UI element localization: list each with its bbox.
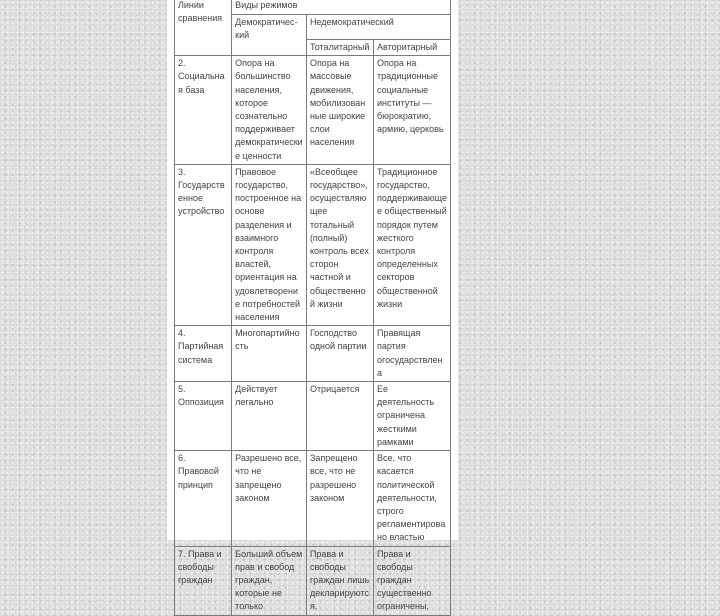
row-label-text: 6. Правовой принцип (178, 453, 219, 490)
table-row (175, 326, 451, 382)
democratic-text: Опора на большинство населения, которое сознательно поддерживает демократические ценности (235, 58, 303, 161)
authoritarian-text: Права и свободы граждан существенно ограничены, (377, 548, 432, 612)
democratic-text: Разрешено все, что не запрещено законом (235, 453, 302, 503)
table-row (175, 451, 451, 546)
header-totalitarian-text: Тоталитарный (309, 42, 370, 52)
authoritarian-cell (374, 56, 451, 165)
document-page (167, 0, 458, 612)
header-cell-democratic (232, 15, 307, 56)
authoritarian-cell (374, 164, 451, 325)
header-cell-regimes (232, 0, 451, 15)
totalitarian-text: Опора на массовые движения, мобилизованные широкие слои населения (309, 58, 366, 148)
democratic-text: Действует легально (235, 384, 278, 408)
democratic-cell (232, 382, 307, 451)
democratic-text: Правовое государство, построенное на основе разделения и взаимного контроля властей, ориентация на удовлетворение потребностей населения (235, 166, 302, 323)
row-label-text: 2. Социальная база (178, 58, 225, 95)
totalitarian-cell (306, 451, 373, 546)
totalitarian-cell (306, 164, 373, 325)
authoritarian-text: Традиционное государство, поддерживающее общественный порядок путем жесткого контроля определенных секторов общественной жизни (377, 166, 447, 309)
header-lines-text: Линии сравнения (178, 0, 223, 24)
authoritarian-cell (374, 451, 451, 546)
row-label-text: 7. Права и свободы граждан (178, 548, 222, 585)
totalitarian-cell (306, 56, 373, 165)
democratic-cell (232, 451, 307, 546)
democratic-cell (232, 164, 307, 325)
totalitarian-cell (306, 382, 373, 451)
header-row (175, 0, 451, 15)
totalitarian-text: Запрещено все, что не разрешено законом (309, 453, 358, 503)
totalitarian-text: «Всеобщее государство», осуществляющее тотальный (полный) контроль всех сторон частной и общественной жизни (309, 166, 369, 309)
totalitarian-text: Отрицается (309, 384, 360, 395)
row-label-cell (175, 451, 232, 546)
header-cell-authoritarian (374, 40, 451, 56)
authoritarian-text: Все, что касается политической деятельности, строго регламентировано властью (377, 453, 446, 543)
democratic-cell (232, 56, 307, 165)
header-regimes-text: Виды режимов (235, 0, 298, 10)
header-cell-totalitarian (306, 40, 373, 56)
header-cell-lines (175, 0, 232, 56)
row-label-cell (175, 56, 232, 165)
regimes-comparison-table (174, 0, 451, 616)
row-label-cell (175, 382, 232, 451)
totalitarian-text: Господство одной партии (309, 328, 367, 352)
header-democratic-text: Демократичес- (235, 17, 298, 27)
authoritarian-text: Правящая партия огосударствлена (377, 328, 443, 378)
row-label-cell (175, 326, 232, 382)
authoritarian-text: Опора на традиционные социальные институты — бюрократию, армию, церковь (377, 58, 444, 135)
democratic-cell (232, 546, 307, 615)
table-row (175, 546, 451, 615)
totalitarian-cell (306, 546, 373, 615)
header-non-democratic-text: Недемократический (309, 17, 394, 27)
authoritarian-cell (374, 546, 451, 615)
democratic-text: Больший объем прав и свобод граждан, которые не только (235, 548, 303, 612)
table-row (175, 164, 451, 325)
democratic-cell (232, 326, 307, 382)
authoritarian-cell (374, 326, 451, 382)
header-cell-non-democratic (306, 15, 450, 40)
authoritarian-cell (374, 382, 451, 451)
row-label-text: 5. Оппозиция (178, 384, 224, 408)
table-row (175, 56, 451, 165)
row-label-cell (175, 164, 232, 325)
row-label-cell (175, 546, 232, 615)
totalitarian-cell (306, 326, 373, 382)
header-democratic-text-cont: кий (235, 30, 250, 41)
row-label-text: 4. Партийная система (178, 328, 224, 365)
row-label-text: 3. Государственное устройство (178, 166, 225, 217)
democratic-text: Многопартийность (235, 328, 300, 352)
header-authoritarian-text: Авторитарный (377, 42, 438, 52)
totalitarian-text: Права и свободы граждан лишь декларируются, (309, 548, 370, 612)
authoritarian-text: Ее деятельность ограничена жесткими рамками (377, 384, 435, 447)
table-row (175, 382, 451, 451)
